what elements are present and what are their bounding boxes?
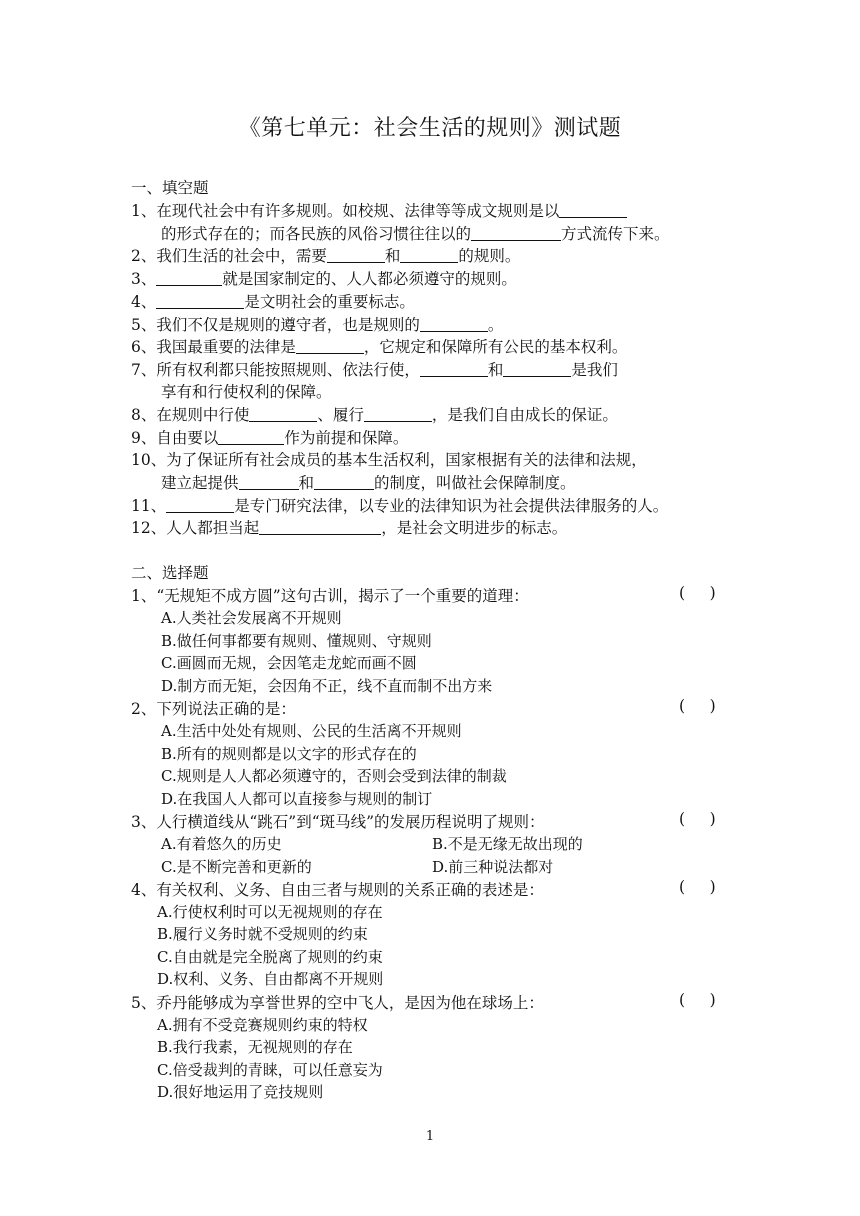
option-a[interactable]: A.人类社会发展离不开规则	[161, 609, 342, 627]
question-text: 是我们	[571, 361, 618, 379]
question-10-line-1: 10、为了保证所有社会成员的基本生活权利，国家根据有关的法律和法规，	[131, 451, 647, 469]
answer-blank[interactable]	[239, 474, 299, 490]
question-text: 1、在现代社会中有许多规则。如校规、法律等等成文规则是以	[131, 202, 560, 220]
question-7-line-2: 享有和行使权利的保障。	[161, 383, 332, 401]
answer-parentheses[interactable]: ( )	[679, 697, 716, 715]
option-b[interactable]: B.做任何事都要有规则、懂规则、守规则	[161, 632, 432, 650]
choice-question-1: 1、“无规矩不成方圆”这句古训，揭示了一个重要的道理：	[131, 587, 529, 605]
question-text: 的形式存在的；而各民族的风俗习惯往往以的	[161, 225, 472, 243]
answer-blank[interactable]	[156, 293, 244, 309]
answer-blank[interactable]	[327, 247, 385, 263]
option-c[interactable]: C.规则是人人都必须遵守的，否则会受到法律的制裁	[161, 767, 507, 785]
answer-parentheses[interactable]: ( )	[679, 810, 716, 828]
section-heading-fill-blank: 一、填空题	[131, 179, 209, 197]
question-10-line-2	[161, 471, 576, 493]
page-title: 《第七单元：社会生活的规则》测试题	[238, 116, 622, 141]
choice-question-5: 5、乔丹能够成为享誉世界的空中飞人，是因为他在球场上：	[131, 994, 544, 1012]
question-8	[131, 403, 618, 425]
answer-parentheses[interactable]: ( )	[679, 991, 716, 1009]
question-text: 3、	[131, 270, 157, 288]
question-5	[131, 313, 503, 335]
option-c[interactable]: C.倍受裁判的青睐，可以任意妄为	[157, 1061, 383, 1079]
option-a[interactable]: A.有着悠久的历史	[161, 835, 282, 853]
page-number: 1	[425, 1129, 435, 1144]
option-b[interactable]: B.我行我素，无视规则的存在	[157, 1038, 353, 1056]
answer-blank[interactable]	[156, 270, 222, 286]
question-3	[131, 267, 517, 289]
option-d[interactable]: D.制方而无矩，会因角不正，线不直而制不出方来	[161, 677, 493, 695]
option-d[interactable]: D.权利、义务、自由都离不开规则	[157, 970, 384, 988]
question-text: 的制度，叫做社会保障制度。	[374, 474, 576, 492]
question-text: 作为前提和保障。	[284, 429, 409, 447]
answer-blank[interactable]	[503, 361, 571, 377]
question-text: 建立起提供	[161, 474, 239, 492]
question-4	[131, 290, 415, 312]
question-text: 5、我们不仅是规则的遵守者，也是规则的	[131, 316, 420, 334]
question-text: 就是国家制定的、人人都必须遵守的规则。	[222, 270, 517, 288]
answer-blank[interactable]	[296, 338, 364, 354]
question-2	[131, 244, 520, 266]
answer-blank[interactable]	[420, 316, 488, 332]
question-text: 和	[487, 361, 504, 379]
answer-blank[interactable]	[249, 406, 317, 422]
answer-blank[interactable]	[420, 361, 488, 377]
choice-question-4: 4、有关权利、义务、自由三者与规则的关系正确的表述是：	[131, 881, 544, 899]
option-b[interactable]: B.不是无缘无故出现的	[432, 835, 583, 853]
question-1-line-1	[131, 199, 627, 221]
question-text: 的规则。	[458, 247, 521, 265]
answer-blank[interactable]	[471, 225, 561, 241]
option-a[interactable]: A.生活中处处有规则、公民的生活离不开规则	[161, 722, 462, 740]
answer-blank[interactable]	[559, 202, 627, 218]
question-9	[131, 426, 408, 448]
option-b[interactable]: B.所有的规则都是以文字的形式存在的	[161, 745, 417, 763]
option-d[interactable]: D.在我国人人都可以直接参与规则的制订	[161, 790, 433, 808]
option-c[interactable]: C.自由就是完全脱离了规则的约束	[157, 948, 383, 966]
question-text: 方式流传下来。	[561, 225, 670, 243]
question-text: 7、所有权利都只能按照规则、依法行使，	[131, 361, 420, 379]
question-11	[131, 494, 668, 516]
answer-parentheses[interactable]: ( )	[679, 584, 716, 602]
option-d[interactable]: D.前三种说法都对	[432, 858, 554, 876]
question-text: 。	[487, 316, 504, 334]
question-6	[131, 335, 627, 357]
answer-blank[interactable]	[166, 497, 234, 513]
question-text: 4、	[131, 293, 157, 311]
answer-blank[interactable]	[218, 429, 284, 445]
question-12	[131, 516, 567, 538]
answer-blank[interactable]	[400, 247, 458, 263]
question-text: 11、	[131, 497, 167, 515]
option-c[interactable]: C.画圆而无规，会因笔走龙蛇而画不圆	[161, 654, 417, 672]
question-text: 2、我们生活的社会中，需要	[131, 247, 327, 265]
question-text: 6、我国最重要的法律是	[131, 338, 296, 356]
question-text: 和	[298, 474, 315, 492]
question-text: ，它规定和保障所有公民的基本权利。	[363, 338, 628, 356]
question-1-line-2	[161, 222, 670, 244]
question-text: 8、在规则中行使	[131, 406, 250, 424]
question-text: ，是社会文明进步的标志。	[381, 519, 568, 537]
question-text: 是文明社会的重要标志。	[244, 293, 415, 311]
question-text: 是专门研究法律，以专业的法律知识为社会提供法律服务的人。	[234, 497, 669, 515]
option-c[interactable]: C.是不断完善和更新的	[161, 858, 312, 876]
question-text: 和	[384, 247, 401, 265]
option-a[interactable]: A.拥有不受竞赛规则约束的特权	[157, 1016, 368, 1034]
question-text: 9、自由要以	[131, 429, 219, 447]
answer-parentheses[interactable]: ( )	[679, 878, 716, 896]
question-7-line-1	[131, 358, 618, 380]
question-text: 12、人人都担当起	[131, 519, 260, 537]
choice-question-3: 3、人行横道线从“跳石”到“斑马线”的发展历程说明了规则：	[131, 813, 545, 831]
answer-blank[interactable]	[314, 474, 374, 490]
question-text: 、履行	[317, 406, 364, 424]
option-a[interactable]: A.行使权利时可以无视规则的存在	[157, 903, 383, 921]
answer-blank[interactable]	[364, 406, 432, 422]
section-heading-multiple-choice: 二、选择题	[131, 564, 209, 582]
option-b[interactable]: B.履行义务时就不受规则的约束	[157, 925, 368, 943]
answer-blank[interactable]	[259, 519, 381, 535]
question-text: ，是我们自由成长的保证。	[431, 406, 618, 424]
option-d[interactable]: D.很好地运用了竞技规则	[157, 1083, 324, 1101]
choice-question-2: 2、下列说法正确的是：	[131, 700, 296, 718]
